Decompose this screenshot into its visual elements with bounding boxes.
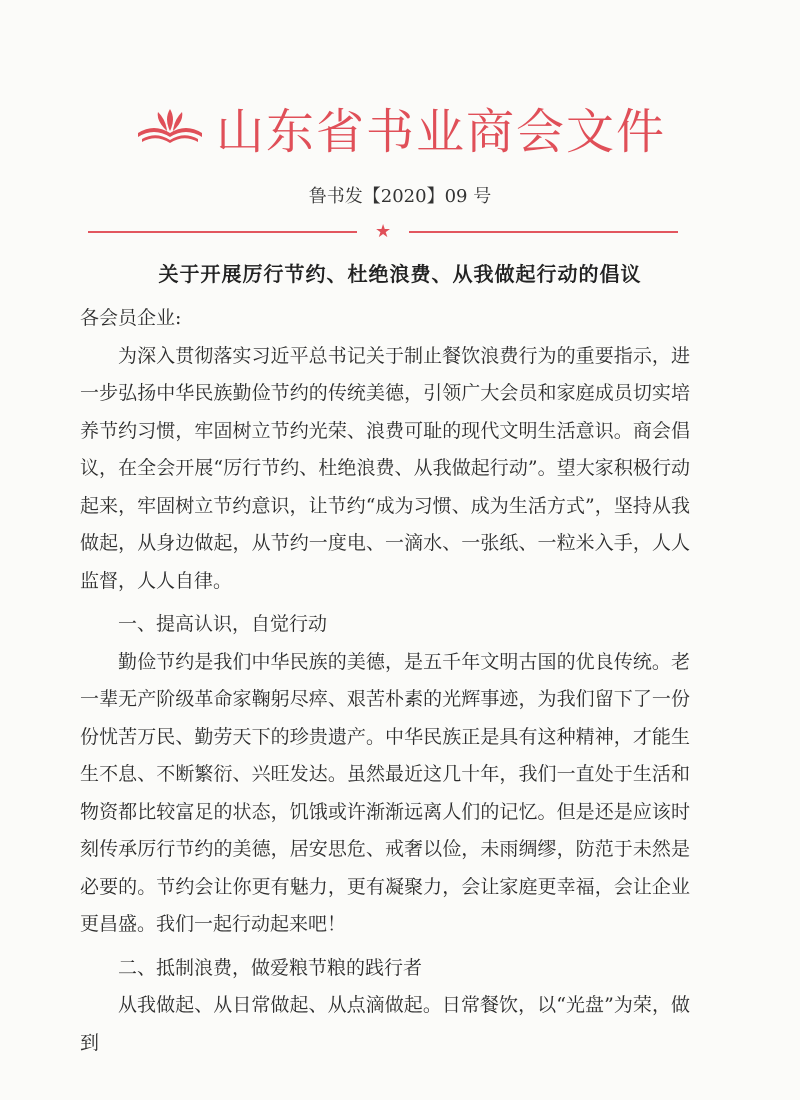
section-2-heading: 二、抵制浪费，做爱粮节粮的践行者 bbox=[118, 956, 423, 979]
intro-paragraph: 为深入贯彻落实习近平总书记关于制止餐饮浪费行为的重要指示，进一步弘扬中华民族勤俭节约的传统美德，引领广大会员和家庭成员切实培养节约习惯，牢固树立节约光荣、浪费可耻的现代文明生活意识。商会倡议，在全会开展“厉行节约、杜绝浪费、从我做起行动”。望大家积极行动起来，牢固树立节约意识，让节约“成为习惯、成为生活方式”，坚持从我做起，从身边做起，从节约一度电、一滴水、一张纸、一粒米入手，人人监督，人人自律。 bbox=[80, 344, 690, 592]
letterhead bbox=[0, 92, 800, 162]
book-logo-icon bbox=[134, 107, 206, 147]
document-title: 关于开展厉行节约、杜绝浪费、从我做起行动的倡议 bbox=[158, 262, 642, 286]
salutation: 各会员企业: bbox=[80, 307, 182, 329]
divider-line-left bbox=[88, 231, 357, 233]
document-number: 鲁书发【2020】09 号 bbox=[308, 186, 492, 207]
section-1-paragraph: 勤俭节约是我们中华民族的美德，是五千年文明古国的优良传统。老一辈无产阶级革命家鞠躬尽瘁、艰苦朴素的光辉事迹，为我们留下了一份份忧苦万民、勤劳天下的珍贵遗产。中华民族正是具有这种精神，才能生生不息、不断繁衍、兴旺发达。虽然最近这几十年，我们一直处于生活和物资都比较富足的状态，饥饿或许渐渐远离人们的记忆。但是还是应该时刻传承厉行节约的美德，居安思危、戒奢以俭，未雨绸缪，防范于未然是必要的。节约会让你更有魅力，更有凝聚力，会让家庭更幸福，会让企业更昌盛。我们一起行动起来吧！ bbox=[80, 650, 690, 935]
divider-line-right bbox=[409, 231, 678, 233]
section-1-heading: 一、提高认识，自觉行动 bbox=[118, 613, 328, 635]
org-title: 山东省书业商会文件 bbox=[215, 103, 666, 160]
star-icon: ★ bbox=[374, 221, 392, 242]
header-divider bbox=[88, 222, 678, 242]
document-body bbox=[80, 300, 690, 1062]
section-2-paragraph: 从我做起、从日常做起、从点滴做起。日常餐饮，以“光盘”为荣，做到 bbox=[80, 994, 690, 1054]
